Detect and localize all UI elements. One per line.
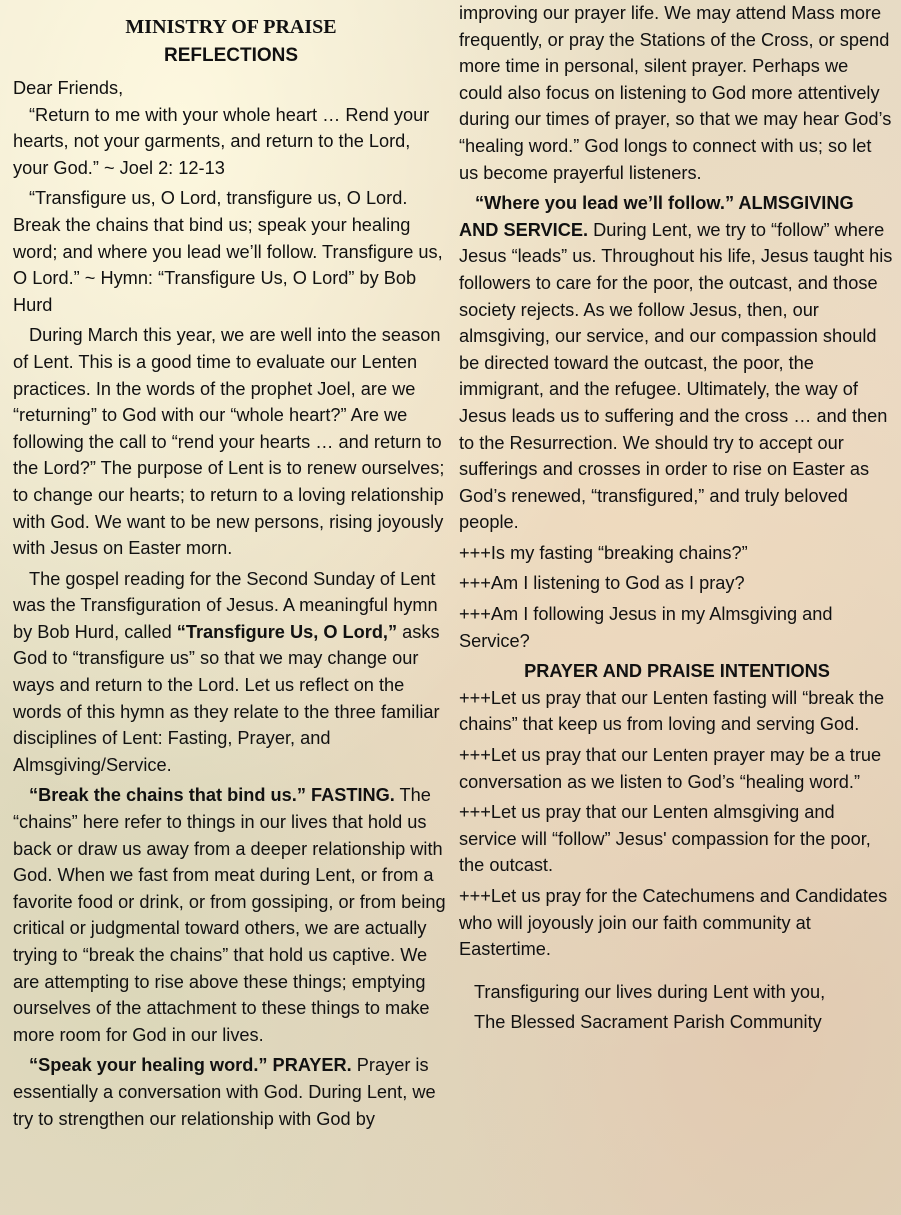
fasting-heading: “Break the chains that bind us.” FASTING. bbox=[29, 785, 395, 806]
lent-paragraph: During March this year, we are well into the season of Lent. This is a good time to evaluate our Lenten practices. In the words of the prophet Joel, are we “returning” to God with our “whole heart?” Are we following the call to “rend your hearts … and return to the Lord?” The purpose of Lent is to renew ourselves; to change our hearts; to return to a loving relationship with God. We want to be new persons, rising joyously with Jesus on Easter morn. bbox=[13, 325, 445, 559]
prayer-paragraph: “Speak your healing word.” PRAYER. Prayer is essentially a conversation with God. During Lent, we try to strengthen our relationship with God by bbox=[13, 1055, 436, 1129]
hymn-title-bold: “Transfigure Us, O Lord,” bbox=[176, 621, 398, 642]
left-column bbox=[13, 0, 449, 1132]
reflection-question: +++Is my fasting “breaking chains?” bbox=[459, 542, 748, 563]
closing-line: Transfiguring our lives during Lent with you, bbox=[474, 981, 826, 1002]
newsletter-title: MINISTRY OF PRAISE bbox=[125, 16, 337, 38]
intention-item: +++Let us pray for the Catechumens and Candidates who will joyously join our faith community at Eastertime. bbox=[459, 886, 888, 960]
almsgiving-heading: “Where you lead we’ll follow.” ALMSGIVING AND SERVICE. bbox=[459, 193, 854, 240]
signature: The Blessed Sacrament Parish Community bbox=[474, 1012, 822, 1033]
section-heading-reflections: REFLECTIONS bbox=[163, 45, 299, 66]
right-column bbox=[459, 0, 895, 1036]
reflection-question: +++Am I following Jesus in my Almsgiving and Service? bbox=[459, 604, 833, 651]
intentions-heading: PRAYER AND PRAISE INTENTIONS bbox=[524, 661, 830, 682]
greeting: Dear Friends, bbox=[13, 78, 124, 98]
hymn-quote: “Transfigure us, O Lord, transfigure us, O Lord. Break the chains that bind us; speak your healing word; and where you lead we’ll follow. Transfigure us, O Lord.” ~ Hymn: “Transfigure Us, O Lord” by Bob Hurd bbox=[13, 188, 443, 315]
intention-item: +++Let us pray that our Lenten fasting will “break the chains” that keep us from loving and serving God. bbox=[459, 687, 885, 735]
almsgiving-paragraph: “Where you lead we’ll follow.” ALMSGIVING AND SERVICE. During Lent, we try to “follow” where Jesus “leads” us. Throughout his life, Jesus taught his followers to care for the poor, the outcast, and those society rejects. As we follow Jesus, then, our almsgiving, our service, and our compassion should be directed toward the outcast, the poor, the immigrant, and the refugee. Ultimately, the way of Jesus leads us to suffering and the cross … and then to the Resurrection. We should try to accept our sufferings and crosses in order to rise on Easter as God’s renewed, “transfigured,” and truly beloved people. bbox=[459, 193, 893, 533]
prayer-heading: “Speak your healing word.” PRAYER. bbox=[29, 1055, 352, 1076]
intention-item: +++Let us pray that our Lenten prayer may be a true conversation as we listen to God’s “healing word.” bbox=[459, 745, 882, 792]
reflection-question: +++Am I listening to God as I pray? bbox=[459, 573, 745, 594]
transfiguration-paragraph: The gospel reading for the Second Sunday of Lent was the Transfiguration of Jesus. A meaningful hymn by Bob Hurd, called “Transfigure Us, O Lord,” asks God to “transfigure us” so that we may change our ways and return to the Lord. Let us reflect on the words of this hymn as they relate to the three familiar disciplines of Lent: Fasting, Prayer, and Almsgiving/Service. bbox=[13, 568, 440, 775]
prayer-paragraph-continued: improving our prayer life. We may attend Mass more frequently, or pray the Stations of the Cross, or spend more time in personal, silent prayer. Perhaps we could also focus on listening to God more attentively during our times of prayer, so that we may hear God’s “healing word.” God longs to connect with us; so let us become prayerful listeners. bbox=[459, 3, 892, 183]
intention-item: +++Let us pray that our Lenten almsgiving and service will “follow” Jesus' compassion for the poor, the outcast. bbox=[459, 802, 871, 876]
fasting-paragraph: “Break the chains that bind us.” FASTING. The “chains” here refer to things in our lives that hold us back or draw us away from a deeper relationship with God. When we fast from meat during Lent, or from a favorite food or drink, or from gossiping, or from being critical or judgmental toward others, we are actually trying to “break the chains” that hold us captive. We are attempting to rise above these things; emptying ourselves of the attachment to these things to make more room for God in our lives. bbox=[13, 785, 446, 1045]
scripture-quote: “Return to me with your whole heart … Rend your hearts, not your garments, and return to the Lord, your God.” ~ Joel 2: 12-13 bbox=[13, 104, 430, 178]
